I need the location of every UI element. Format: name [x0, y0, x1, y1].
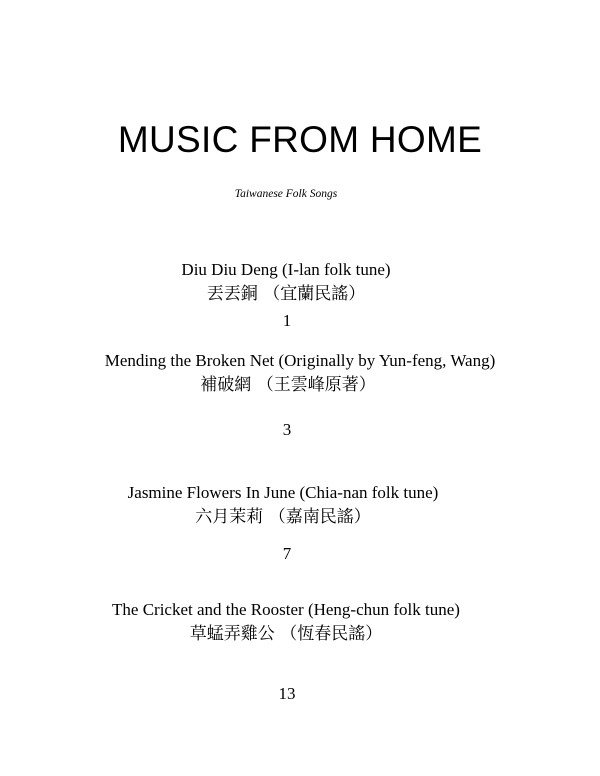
song-title-english: The Cricket and the Rooster (Heng-chun folk tune)	[112, 600, 460, 619]
song-title-chinese: 補破網 （王雲峰原著）	[200, 375, 376, 395]
song-page-number: 7	[282, 544, 292, 563]
song-entry	[0, 482, 583, 528]
song-entry	[0, 350, 600, 396]
song-page-number: 1	[282, 311, 292, 330]
song-title-chinese: 六月茉莉 （嘉南民謠）	[195, 507, 371, 527]
song-title-chinese: 草蜢弄雞公 （恆春民謠）	[189, 624, 383, 644]
song-page-number: 13	[278, 684, 296, 703]
page-title: MUSIC FROM HOME	[117, 119, 483, 160]
song-entry	[0, 259, 586, 305]
song-title-chinese: 丟丟銅 （宜蘭民謠）	[206, 284, 366, 304]
song-page-number: 3	[282, 420, 292, 439]
song-title-english: Diu Diu Deng (I-lan folk tune)	[181, 260, 391, 279]
page-subtitle: Taiwanese Folk Songs	[234, 188, 338, 200]
song-entry	[0, 599, 586, 645]
song-title-english: Mending the Broken Net (Originally by Yun-feng, Wang)	[104, 351, 496, 370]
song-title-english: Jasmine Flowers In June (Chia-nan folk tune)	[127, 483, 439, 502]
